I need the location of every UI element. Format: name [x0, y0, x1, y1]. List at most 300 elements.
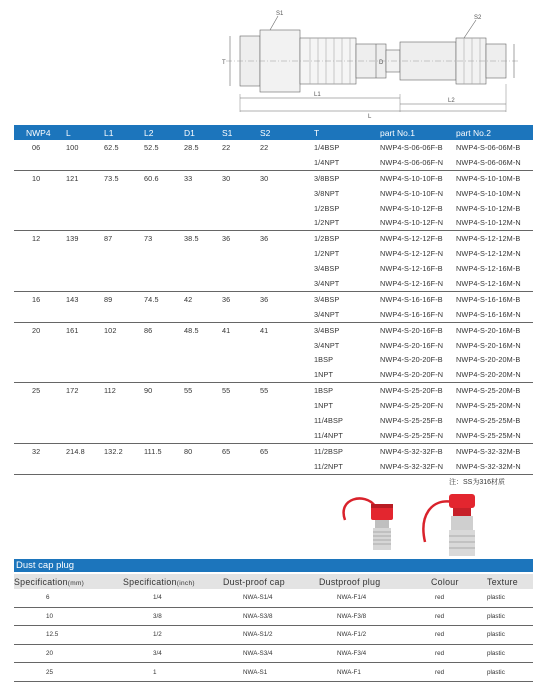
cell-s1: [222, 276, 260, 291]
cell-t: 1NPT: [314, 367, 372, 382]
label-l: L: [368, 114, 372, 120]
cell-s2: [260, 276, 314, 291]
spec-table-row: [14, 459, 533, 474]
cell-d1: [184, 352, 222, 367]
cell-s2: 36: [260, 234, 269, 244]
cell-t: 1/2BSP: [314, 234, 340, 244]
cell-s1: [222, 215, 260, 230]
cell-s1: 22: [222, 142, 231, 152]
spec-table-row: [14, 352, 533, 367]
cell-l2: [144, 276, 184, 291]
cell-l: 139: [66, 234, 79, 244]
cell-s1: 41: [222, 325, 231, 335]
cell-nwp4: [14, 367, 66, 382]
cell-l2: 90: [144, 386, 153, 396]
cell-t: 11/4NPT: [314, 428, 372, 443]
cell-s2: [260, 338, 314, 353]
cell-dust-cap: NWA-S1/2: [223, 626, 319, 645]
cell-l: 100: [66, 142, 79, 152]
cell-nwp4: 20: [32, 325, 41, 335]
col-d1: D1: [184, 125, 222, 140]
cell-colour: red: [431, 607, 483, 626]
cell-l1: [104, 215, 144, 230]
cell-d1: [184, 367, 222, 382]
cell-part-no-2: NWP4-S-25-20M-B: [456, 386, 521, 396]
cell-l1: [104, 246, 144, 261]
spec-table-row: [14, 140, 533, 155]
cell-dust-cap: NWA-S3/8: [223, 607, 319, 626]
cell-s2: 55: [260, 386, 269, 396]
cell-part-no-1: NWP4-S-16-16F-B: [380, 294, 443, 304]
spec-table-row: [14, 428, 533, 443]
dust-table-body: [14, 589, 533, 681]
cell-texture: plastic: [483, 589, 533, 607]
dust-table-row: [14, 607, 533, 626]
cell-l2: 52.5: [144, 142, 159, 152]
cell-d1: [184, 338, 222, 353]
cell-l2: [144, 352, 184, 367]
cell-part-no-1: NWP4-S-10-12F-N: [372, 215, 456, 230]
spec-table-row: [14, 383, 533, 398]
cell-s1: [222, 459, 260, 474]
material-note: 注：SS为316材质: [449, 479, 506, 486]
spec-table-row: [14, 261, 533, 276]
cell-spec-mm: 10: [14, 607, 121, 626]
cell-part-no-2: NWP4-S-12-12M-N: [456, 249, 521, 259]
cell-s2: [260, 459, 314, 474]
col-l1: L1: [104, 125, 144, 140]
cell-d1: [184, 428, 222, 443]
cell-s2: [260, 155, 314, 170]
cell-spec-mm: 20: [14, 644, 121, 663]
dust-col-texture: Texture: [483, 574, 533, 589]
cell-s2: [260, 246, 314, 261]
cell-s2: [260, 186, 314, 201]
cell-nwp4: [14, 215, 66, 230]
spec-table-row: [14, 443, 533, 458]
cell-l: [66, 459, 104, 474]
cell-s2: [260, 215, 314, 230]
cell-s2: [260, 352, 314, 367]
cell-s1: [222, 352, 260, 367]
cell-part-no-1: NWP4-S-12-16F-B: [380, 264, 443, 274]
cell-part-no-1: NWP4-S-16-16F-N: [372, 307, 456, 322]
cell-part-no-2: NWP4-S-20-20M-B: [456, 355, 521, 365]
spec-table-row: [14, 322, 533, 337]
cell-part-no-2: NWP4-S-32-32M-N: [456, 459, 533, 474]
cell-nwp4: [14, 155, 66, 170]
cell-t: 1/2NPT: [314, 215, 372, 230]
cell-l1: [104, 261, 144, 276]
dust-cap-product-photo: [335, 490, 503, 562]
cell-s1: [222, 307, 260, 322]
cell-l: 214.8: [66, 446, 85, 456]
cell-nwp4: [14, 428, 66, 443]
label-t: T: [222, 60, 226, 66]
col-part-no-2: part No.2: [456, 125, 533, 140]
cell-l1: [104, 428, 144, 443]
cell-nwp4: 12: [32, 234, 41, 244]
cell-l: [66, 186, 104, 201]
cell-spec-inch: 3/4: [121, 644, 223, 663]
cell-part-no-2: NWP4-S-06-06M-B: [456, 142, 521, 152]
cell-l: 121: [66, 173, 79, 183]
spec-table: [14, 125, 533, 475]
cell-part-no-1: NWP4-S-10-10F-B: [380, 173, 443, 183]
cell-l1: 102: [104, 325, 117, 335]
cell-texture: plastic: [483, 663, 533, 682]
cell-t: 3/4BSP: [314, 294, 340, 304]
cell-l1: 89: [104, 294, 113, 304]
col-t: T: [314, 125, 372, 140]
cell-t: 3/4BSP: [314, 264, 340, 274]
cell-l2: 86: [144, 325, 153, 335]
cell-part-no-1: NWP4-S-20-20F-N: [372, 367, 456, 382]
dust-cap-table: [14, 574, 533, 682]
spec-table-row: [14, 367, 533, 382]
cell-dust-plug: NWA-F1: [319, 663, 431, 682]
cell-l2: [144, 261, 184, 276]
cell-t: 11/4BSP: [314, 415, 343, 425]
cell-l2: [144, 413, 184, 428]
spec-table-row: [14, 338, 533, 353]
cell-part-no-2: NWP4-S-10-10M-B: [456, 173, 521, 183]
cell-s1: [222, 155, 260, 170]
dust-col-colour: Colour: [431, 574, 483, 589]
cell-t: 3/8BSP: [314, 173, 340, 183]
cell-l1: 112: [104, 386, 116, 396]
dust-table-row: [14, 589, 533, 607]
cell-nwp4: [14, 307, 66, 322]
spec-table-row: [14, 398, 533, 413]
label-s1: S1: [276, 11, 284, 17]
cell-dust-plug: NWA-F3/4: [319, 644, 431, 663]
cell-s1: [222, 367, 260, 382]
cell-l2: [144, 201, 184, 216]
cell-nwp4: [14, 338, 66, 353]
cell-part-no-2: NWP4-S-25-25M-N: [456, 428, 533, 443]
cell-d1: 55: [184, 386, 193, 396]
cell-s2: 65: [260, 446, 269, 456]
cell-l2: 74.5: [144, 294, 159, 304]
cell-dust-plug: NWA-F1/2: [319, 626, 431, 645]
cell-spec-inch: 1/2: [121, 626, 223, 645]
spec-table-row: [14, 307, 533, 322]
col-s2: S2: [260, 125, 314, 140]
cell-part-no-1: NWP4-S-06-06F-B: [380, 142, 443, 152]
cell-texture: plastic: [483, 607, 533, 626]
cell-colour: red: [431, 644, 483, 663]
cell-s2: [260, 413, 314, 428]
cell-dust-plug: NWA-F1/4: [319, 589, 431, 607]
cell-l2: [144, 428, 184, 443]
cell-nwp4: [14, 352, 66, 367]
cell-l: [66, 352, 104, 367]
cell-dust-cap: NWA-S1: [223, 663, 319, 682]
cell-nwp4: [14, 276, 66, 291]
cell-d1: 33: [184, 173, 193, 183]
cell-t: 3/4BSP: [314, 325, 340, 335]
label-l2: L2: [448, 98, 455, 104]
cell-nwp4: [14, 398, 66, 413]
cell-s1: 55: [222, 386, 231, 396]
cell-part-no-1: NWP4-S-12-16F-N: [372, 276, 456, 291]
cell-part-no-1: NWP4-S-25-20F-N: [380, 401, 444, 411]
cell-d1: [184, 459, 222, 474]
col-nwp4: NWP4: [14, 125, 66, 140]
cell-spec-inch: 1: [121, 663, 223, 682]
cell-l1: 132.2: [104, 446, 123, 456]
cell-l1: [104, 186, 144, 201]
cell-s2: [260, 428, 314, 443]
cell-d1: [184, 246, 222, 261]
cell-s1: [222, 186, 260, 201]
dust-table-header-row: [14, 574, 533, 589]
cell-part-no-1: NWP4-S-12-12F-N: [380, 249, 444, 259]
cell-dust-cap: NWA-S3/4: [223, 644, 319, 663]
cell-l2: [144, 367, 184, 382]
cell-part-no-1: NWP4-S-25-25F-B: [380, 415, 443, 425]
cell-l1: [104, 276, 144, 291]
cell-s1: 36: [222, 294, 231, 304]
cell-l1: [104, 413, 144, 428]
cell-nwp4: [14, 261, 66, 276]
cell-s1: [222, 338, 260, 353]
cell-l: [66, 398, 104, 413]
cell-nwp4: 06: [32, 142, 41, 152]
coupling-technical-drawing: [218, 8, 528, 120]
spec-table-row: [14, 413, 533, 428]
cell-l2: 111.5: [144, 446, 162, 456]
spec-table-row: [14, 231, 533, 246]
cell-texture: plastic: [483, 644, 533, 663]
cell-t: 3/4NPT: [314, 307, 372, 322]
dust-table-row: [14, 644, 533, 663]
cell-spec-mm: 25: [14, 663, 121, 682]
cell-nwp4: [14, 413, 66, 428]
cell-nwp4: 25: [32, 386, 41, 396]
cell-s2: [260, 307, 314, 322]
spec-table-row: [14, 155, 533, 170]
cell-part-no-2: NWP4-S-10-12M-B: [456, 203, 521, 213]
cell-t: 11/2NPT: [314, 459, 372, 474]
cell-l: [66, 201, 104, 216]
cell-s2: [260, 398, 314, 413]
cell-part-no-1: NWP4-S-10-12F-B: [380, 203, 443, 213]
cell-t: 3/8NPT: [314, 188, 340, 198]
cell-nwp4: [14, 186, 66, 201]
cell-part-no-2: NWP4-S-20-20M-N: [456, 367, 533, 382]
cell-nwp4: [14, 246, 66, 261]
cell-l2: [144, 186, 184, 201]
dust-table-row: [14, 663, 533, 682]
cell-d1: 48.5: [184, 325, 199, 335]
cell-part-no-1: NWP4-S-06-06F-N: [372, 155, 456, 170]
cell-spec-inch: 3/8: [121, 607, 223, 626]
cell-part-no-2: NWP4-S-06-06M-N: [456, 155, 533, 170]
cell-colour: red: [431, 626, 483, 645]
label-l1: L1: [314, 92, 321, 98]
cell-d1: [184, 276, 222, 291]
cell-s1: [222, 398, 260, 413]
cell-d1: [184, 201, 222, 216]
cell-part-no-2: NWP4-S-12-12M-B: [456, 234, 521, 244]
spec-table-row: [14, 201, 533, 216]
cell-s1: [222, 261, 260, 276]
cell-d1: [184, 307, 222, 322]
cell-l1: 73.5: [104, 173, 119, 183]
cell-l: [66, 307, 104, 322]
spec-table-row: [14, 291, 533, 306]
dust-table-row: [14, 626, 533, 645]
cell-s1: [222, 246, 260, 261]
cell-t: 3/4NPT: [314, 276, 372, 291]
cell-s2: 41: [260, 325, 269, 335]
cell-l1: 62.5: [104, 142, 119, 152]
cell-l2: 60.6: [144, 173, 159, 183]
dust-col-cap: Dust-proof cap: [223, 574, 319, 589]
cell-l1: [104, 307, 144, 322]
cell-l1: [104, 398, 144, 413]
cell-l: 172: [66, 386, 79, 396]
cell-l2: [144, 338, 184, 353]
cell-l1: [104, 201, 144, 216]
col-l: L: [66, 125, 104, 140]
cell-s1: [222, 201, 260, 216]
cell-part-no-2: NWP4-S-20-16M-N: [456, 340, 521, 350]
cell-s1: [222, 428, 260, 443]
cell-part-no-2: NWP4-S-20-16M-B: [456, 325, 521, 335]
spec-table-row: [14, 170, 533, 185]
cell-s1: 36: [222, 234, 231, 244]
spec-table-row: [14, 246, 533, 261]
cell-dust-plug: NWA-F3/8: [319, 607, 431, 626]
cell-d1: [184, 398, 222, 413]
cell-part-no-2: NWP4-S-10-12M-N: [456, 215, 533, 230]
cell-d1: [184, 215, 222, 230]
cell-s2: 36: [260, 294, 269, 304]
cell-s2: 30: [260, 173, 269, 183]
cell-part-no-2: NWP4-S-12-16M-N: [456, 276, 533, 291]
cell-l1: [104, 338, 144, 353]
cell-t: 1BSP: [314, 386, 334, 396]
cell-l: [66, 261, 104, 276]
cell-l2: [144, 459, 184, 474]
cell-nwp4: 16: [32, 294, 41, 304]
cell-part-no-1: NWP4-S-32-32F-N: [372, 459, 456, 474]
cell-l2: [144, 155, 184, 170]
spec-table-row: [14, 276, 533, 291]
cell-nwp4: 32: [32, 446, 41, 456]
cell-spec-inch: 1/4: [121, 589, 223, 607]
cell-dust-cap: NWA-S1/4: [223, 589, 319, 607]
cell-part-no-2: NWP4-S-25-25M-B: [456, 415, 521, 425]
cell-colour: red: [431, 589, 483, 607]
cell-l1: [104, 155, 144, 170]
spec-table-header-row: [14, 125, 533, 140]
cell-l1: [104, 367, 144, 382]
cell-t: 1/2NPT: [314, 249, 340, 259]
cell-part-no-1: NWP4-S-25-20F-B: [380, 386, 443, 396]
cell-d1: [184, 186, 222, 201]
cell-d1: 80: [184, 446, 193, 456]
cell-l1: [104, 352, 144, 367]
cell-t: 11/2BSP: [314, 446, 343, 456]
cell-s2: [260, 201, 314, 216]
cell-part-no-1: NWP4-S-10-10F-N: [380, 188, 444, 198]
cell-spec-mm: 12.5: [14, 626, 121, 645]
cell-part-no-1: NWP4-S-12-12F-B: [380, 234, 443, 244]
spec-table-row: [14, 186, 533, 201]
dust-col-plug: Dustproof plug: [319, 574, 431, 589]
cell-t: 1/4NPT: [314, 155, 372, 170]
cell-d1: 28.5: [184, 142, 199, 152]
cell-l: [66, 338, 104, 353]
cell-l: [66, 246, 104, 261]
cell-l2: [144, 307, 184, 322]
cell-colour: red: [431, 663, 483, 682]
cell-spec-mm: 6: [14, 589, 121, 607]
cell-l: [66, 155, 104, 170]
cell-d1: [184, 413, 222, 428]
cell-s1: 30: [222, 173, 231, 183]
cell-d1: [184, 155, 222, 170]
cell-l: 161: [66, 325, 79, 335]
cell-texture: plastic: [483, 626, 533, 645]
label-d: D: [379, 60, 384, 66]
spec-table-row: [14, 215, 533, 230]
cell-l: [66, 367, 104, 382]
cell-part-no-2: NWP4-S-12-16M-B: [456, 264, 521, 274]
cell-d1: 38.5: [184, 234, 199, 244]
cell-part-no-1: NWP4-S-20-16F-N: [380, 340, 444, 350]
label-s2: S2: [474, 15, 482, 21]
cell-s2: [260, 261, 314, 276]
cell-d1: 42: [184, 294, 193, 304]
cell-part-no-2: NWP4-S-25-20M-N: [456, 401, 521, 411]
cell-d1: [184, 261, 222, 276]
cell-nwp4: [14, 201, 66, 216]
dust-col-spec-inch: Specification(inch): [121, 574, 223, 589]
cell-t: 1/4BSP: [314, 142, 340, 152]
spec-table-body: [14, 140, 533, 474]
cell-l2: 73: [144, 234, 153, 244]
cell-part-no-2: NWP4-S-10-10M-N: [456, 188, 521, 198]
cell-s1: [222, 413, 260, 428]
cell-l: [66, 276, 104, 291]
dust-cap-section-title: Dust cap plug: [14, 559, 533, 572]
cell-l2: [144, 398, 184, 413]
cell-t: 1BSP: [314, 355, 334, 365]
cell-l1: [104, 459, 144, 474]
cell-l2: [144, 215, 184, 230]
cell-t: 3/4NPT: [314, 340, 340, 350]
col-part-no-1: part No.1: [372, 125, 456, 140]
cell-s2: 22: [260, 142, 269, 152]
cell-l1: 87: [104, 234, 113, 244]
cell-l: [66, 413, 104, 428]
cell-s2: [260, 367, 314, 382]
cell-t: 1/2BSP: [314, 203, 340, 213]
cell-l: [66, 215, 104, 230]
dust-col-spec-mm: Specification(mm): [14, 574, 121, 589]
cell-l: 143: [66, 294, 79, 304]
cell-part-no-2: NWP4-S-16-16M-B: [456, 294, 521, 304]
cell-part-no-1: NWP4-S-20-20F-B: [380, 355, 443, 365]
cell-part-no-1: NWP4-S-20-16F-B: [380, 325, 443, 335]
cell-l2: [144, 246, 184, 261]
cell-s1: 65: [222, 446, 231, 456]
